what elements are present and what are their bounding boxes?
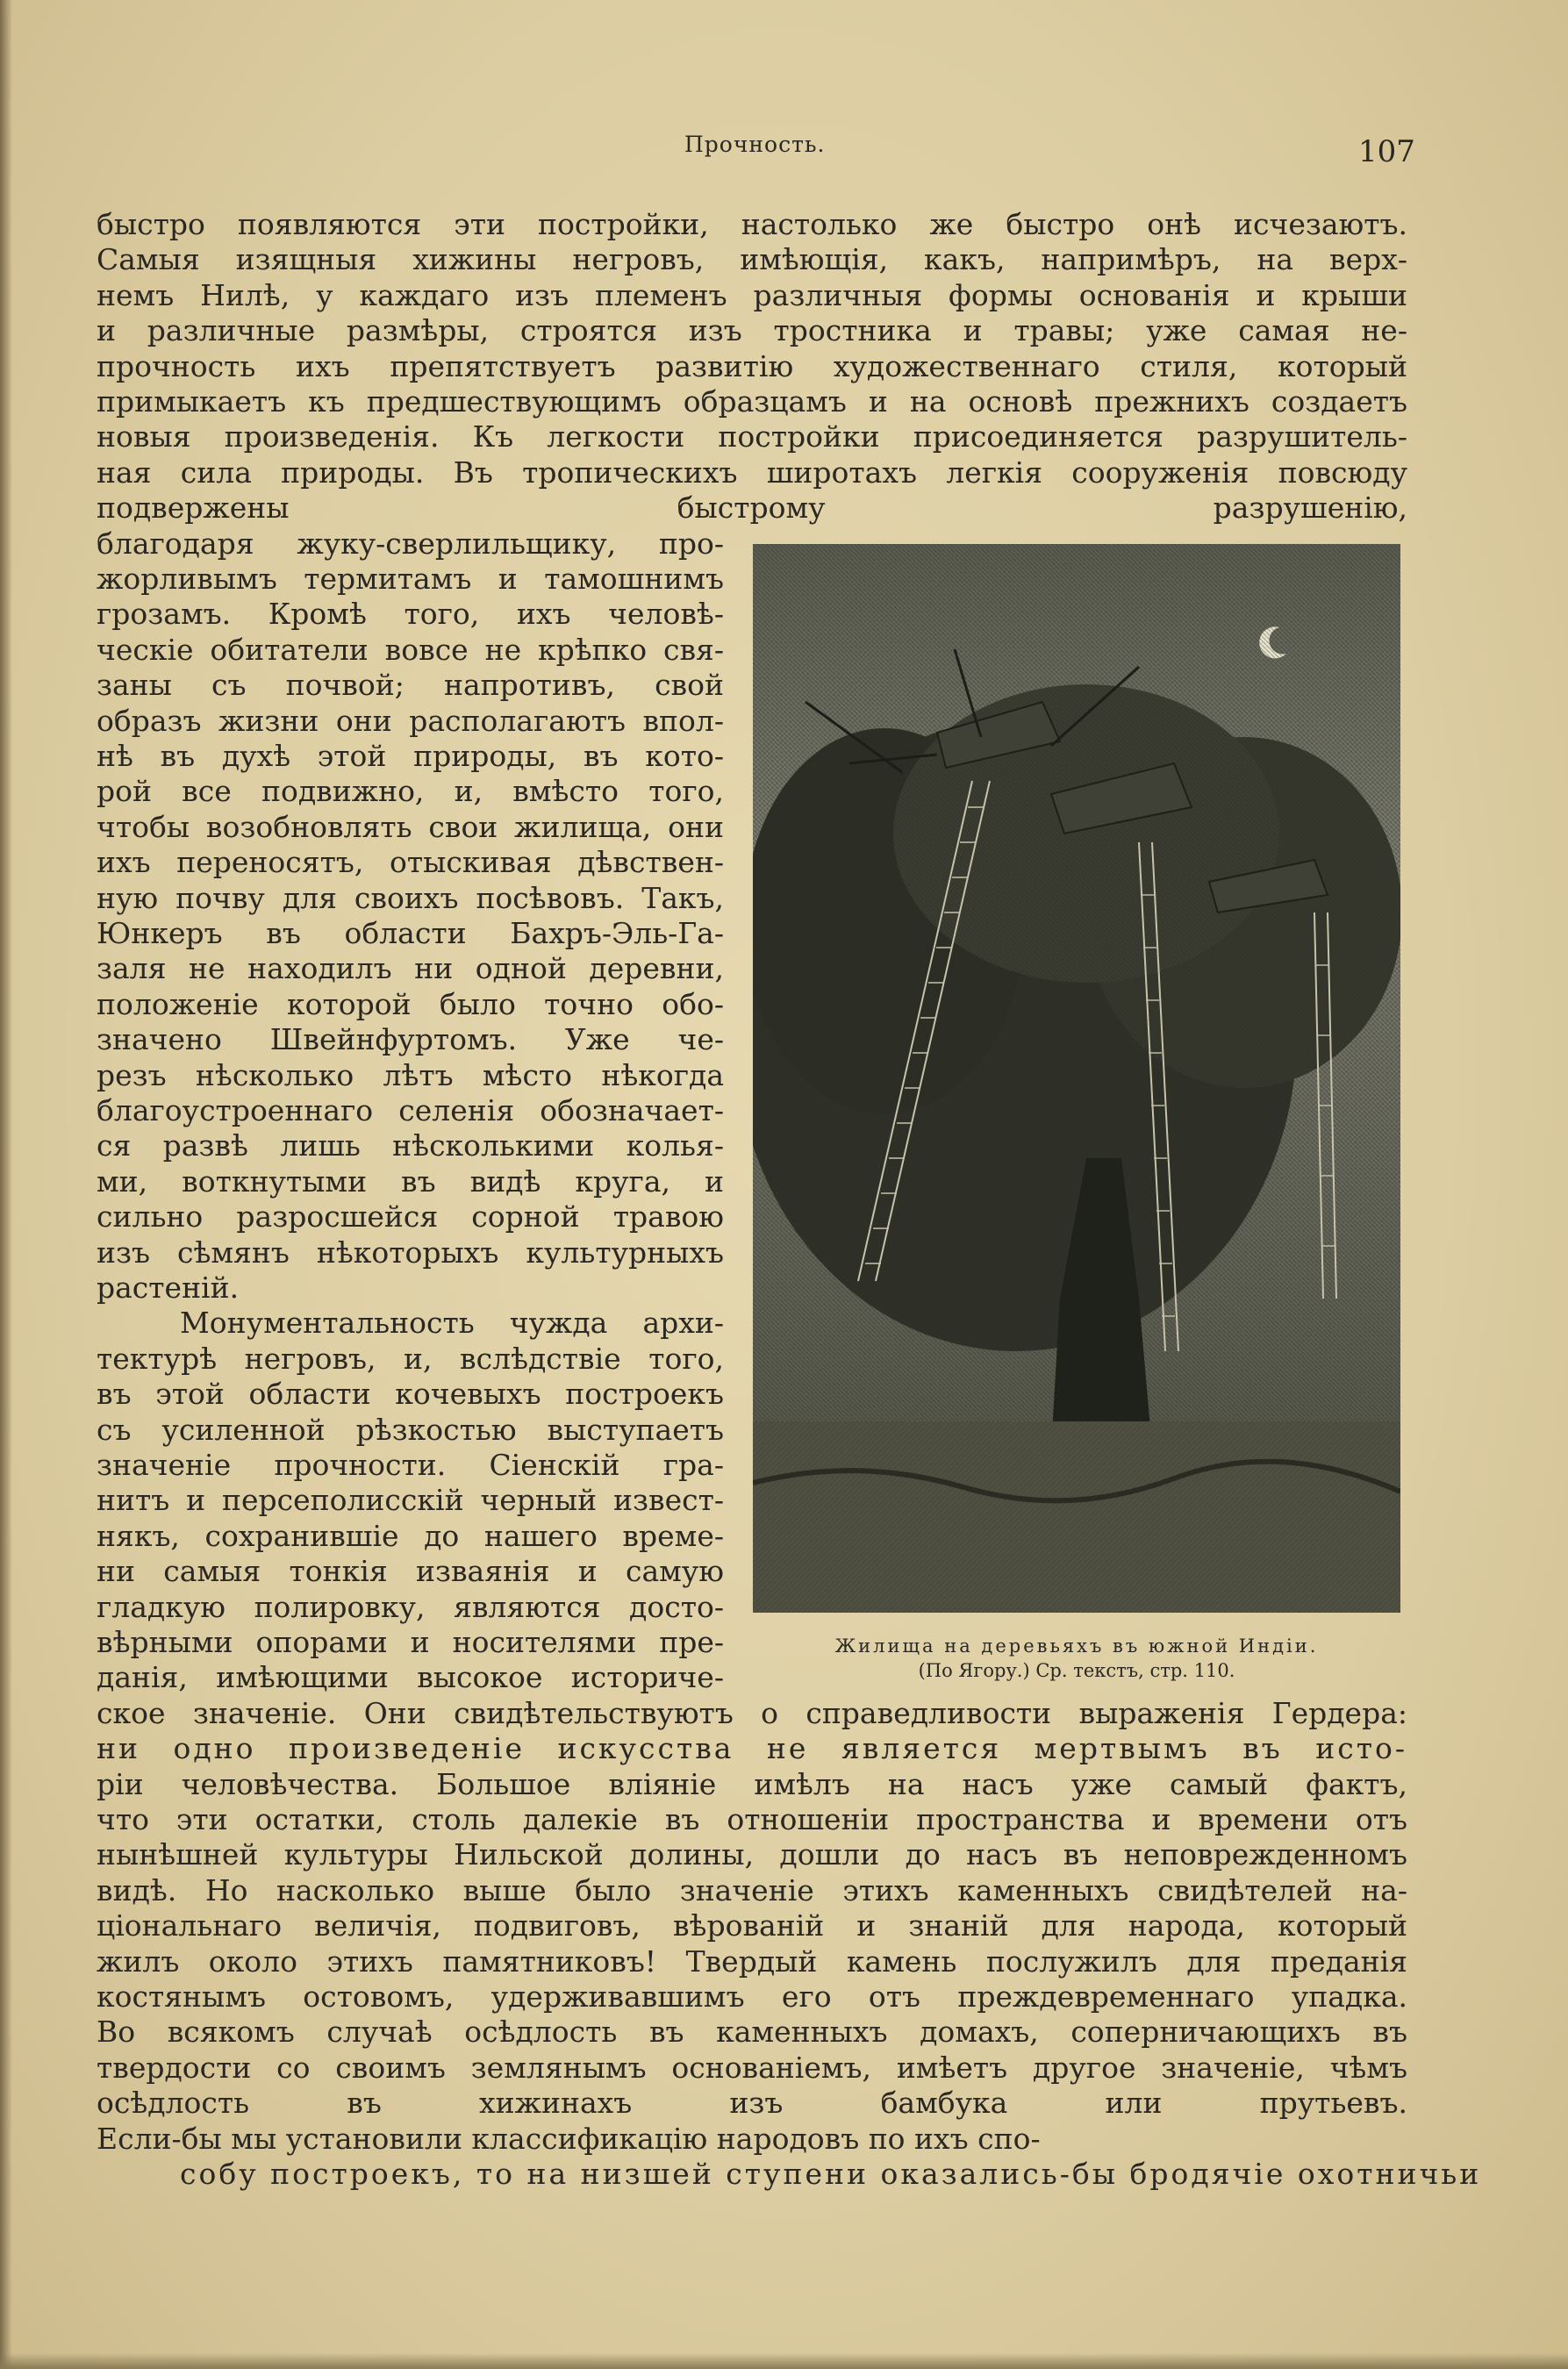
text-line: жорливымъ термитамъ и тамошнимъ [97,562,724,596]
text-line: тектурѣ негровъ, и, вслѣдствiе того, [97,1341,724,1376]
text-line: сильно разросшейся сорной травою [97,1199,724,1235]
text-line: значено Швейнфуртомъ. Уже че- [97,1022,724,1057]
text-line: ная сила природы. Въ тропическихъ широтахъ легкiя сооруженiя повсюду [97,454,1407,490]
running-title: Прочность. [684,132,826,157]
illustration-tree-dwellings [753,544,1400,1613]
text-line: Если-бы мы установили классификацiю народовъ по ихъ спо- [97,2121,1041,2156]
text-line: ную почву для своихъ посѣвовъ. Такъ, [97,880,724,915]
text-line: быстро появляются эти постройки, настолько же быстро онѣ исчезаютъ. [97,207,1407,241]
text-line: новыя произведенiя. Къ легкости постройки присоединяется разрушитель- [97,419,1407,454]
engraving-image [753,544,1400,1613]
text-line: образъ жизни они располагаютъ впол- [97,703,724,738]
text-line: подвержены быстрому разрушенiю, [97,490,1407,526]
page-edge-shadow [0,0,12,2369]
text-line: прочность ихъ препятствуетъ развитiю художественнаго стиля, который [97,348,1407,383]
text-line: цiональнаго величiя, подвиговъ, вѣрованiй и знанiй для народа, который [97,1908,1407,1943]
text-line: значенiе прочности. Сiенскiй гра- [97,1448,724,1482]
text-line: някъ, сохранившiе до нашего време- [97,1518,724,1553]
text-line: ихъ переносятъ, отыскивая дѣвствен- [97,845,724,880]
text-line: нынѣшней культуры Нильской долины, дошли до насъ въ неповрежденномъ [97,1837,1407,1872]
text-line: осѣдлость въ хижинахъ изъ бамбука или прутьевъ. [97,2086,1407,2121]
text-line: твердости со своимъ землянымъ основанiемъ, имѣетъ другое значенiе, чѣмъ [97,2050,1407,2085]
text-line: благоустроеннаго селенiя обозначает- [97,1093,724,1127]
text-line: заля не находилъ ни одной деревни, [97,951,724,986]
text-line: рiи человѣчества. Большое влiянiе имѣлъ на насъ уже самый фактъ, [97,1766,1407,1801]
text-line: вѣрными опорами и носителями пре- [97,1625,724,1659]
text-line: резъ нѣсколько лѣтъ мѣсто нѣкогда [97,1057,724,1092]
text-line: изъ сѣмянъ нѣкоторыхъ культурныхъ [97,1235,724,1270]
text-line: видѣ. Но насколько выше было значенiе этихъ каменныхъ свидѣтелей на- [97,1872,1407,1907]
text-line: данiя, имѣющими высокое историче- [97,1660,724,1695]
text-line: гладкую полировку, являются досто- [97,1589,724,1624]
text-line: жилъ около этихъ памятниковъ! Твердый камень послужилъ для преданiя [97,1943,1407,1979]
text-line: Во всякомъ случаѣ осѣдлость въ каменныхъ домахъ, соперничающихъ въ [97,2015,1407,2050]
page-number: 107 [1358,134,1415,169]
text-line: ское значенiе. Они свидѣтельствуютъ о справедливости выраженiя Гердера: [97,1695,1407,1730]
text-line: что эти остатки, столь далекiе въ отношенiи пространства и времени отъ [97,1802,1407,1836]
text-line: и различные размѣры, строятся изъ тростника и травы; уже самая не- [97,313,1407,348]
text-line: ся развѣ лишь нѣсколькими колья- [97,1128,724,1163]
text-line: Самыя изящныя хижины негровъ, имѣющiя, какъ, напримѣръ, на верх- [97,242,1407,277]
text-line: нитъ и персеполисскiй черный извест- [97,1483,724,1518]
text-line: Юнкеръ въ области Бахръ-Эль-Га- [97,916,724,950]
text-line: положенiе которой было точно обо- [97,986,724,1021]
text-line: ми, воткнутыми въ видѣ круга, и [97,1163,724,1199]
text-line: примыкаетъ къ предшествующимъ образцамъ и на основѣ прежнихъ создаетъ [97,384,1407,419]
text-line: Монументальность чужда архи- [180,1306,724,1341]
text-line: рой все подвижно, и, вмѣсто того, [97,774,724,809]
page-bottom-shadow [0,2353,1568,2369]
text-line: въ этой области кочевыхъ построекъ [97,1377,724,1412]
text-line: ни самыя тонкiя изваянiя и самую [97,1554,724,1589]
text-line: собу построекъ, то на низшей ступени оказались-бы бродячiе охотничьи [180,2157,1482,2191]
text-line: съ усиленной рѣзкостью выступаетъ [97,1412,724,1447]
text-line: благодаря жуку-сверлильщику, про- [97,526,724,561]
text-line: заны съ почвой; напротивъ, свой [97,668,724,703]
figure-caption: Жилища на деревьяхъ въ южной Индiи. [834,1635,1319,1657]
text-line: грозамъ. Кромѣ того, ихъ человѣ- [97,597,724,632]
text-line: ческiе обитатели вовсе не крѣпко свя- [97,632,724,667]
text-line: костянымъ остовомъ, удерживавшимъ его отъ преждевременнаго упадка. [97,1979,1407,2014]
text-line: растенiй. [97,1270,240,1305]
text-line: немъ Нилѣ, у каждаго изъ племенъ различныя формы основанiя и крыши [97,277,1407,312]
figure-source-note: (По Ягору.) Ср. текстъ, стр. 110. [918,1660,1235,1681]
text-line: нѣ въ духѣ этой природы, въ кото- [97,739,724,773]
text-line: чтобы возобновлять свои жилища, они [97,809,724,844]
text-line: ни одно произведенiе искусства не является мертвымъ въ исто- [97,1731,1407,1766]
